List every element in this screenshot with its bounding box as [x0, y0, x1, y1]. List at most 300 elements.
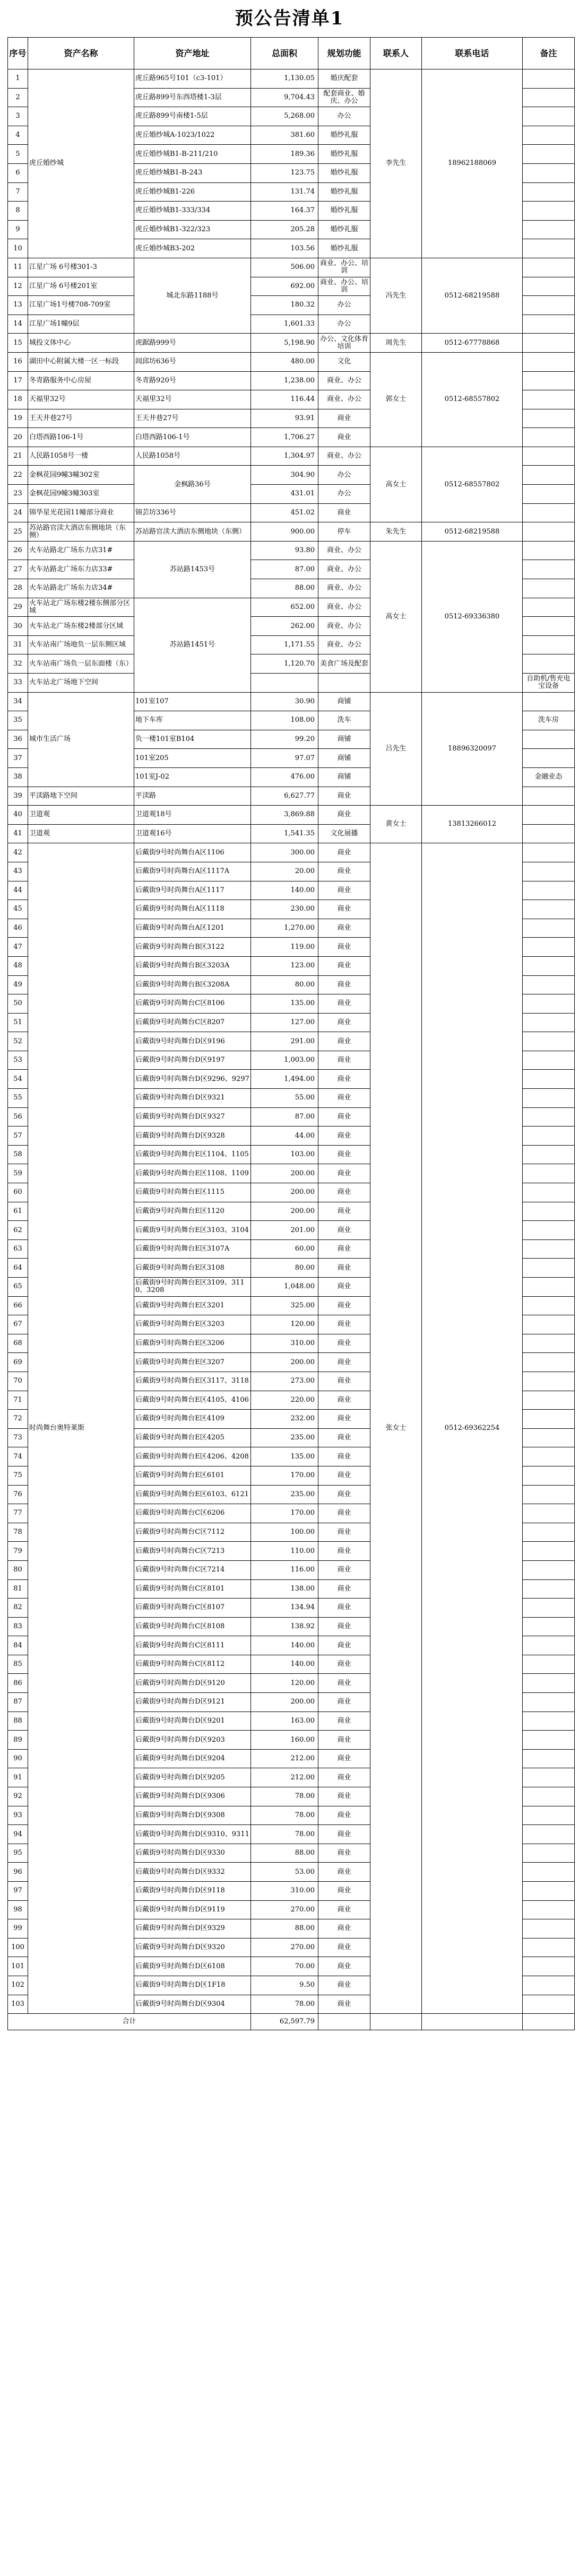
remark-cell — [523, 617, 575, 636]
planned-function-cell: 商业 — [318, 1278, 370, 1297]
asset-address-cell: 后戴街9号时尚舞台A区1117 — [134, 881, 251, 900]
header-total-area: 总面积 — [251, 38, 318, 69]
asset-address-cell: 后戴街9号时尚舞台D区1F18 — [134, 1976, 251, 1995]
total-area-cell: 5,198.90 — [251, 334, 318, 353]
row-number: 51 — [8, 1013, 28, 1032]
phone-cell: 0512-69336380 — [422, 541, 523, 692]
asset-address-cell: 虎丘路899号南楼1-5层 — [134, 107, 251, 126]
contact-cell: 张女士 — [370, 843, 422, 2014]
remark-cell — [523, 881, 575, 900]
planned-function-cell: 商业 — [318, 503, 370, 522]
planned-function-cell: 商业 — [318, 1164, 370, 1183]
total-area-cell: 93.91 — [251, 409, 318, 428]
total-area-cell: 1,130.05 — [251, 69, 318, 89]
total-area-cell: 140.00 — [251, 881, 318, 900]
row-number: 67 — [8, 1315, 28, 1334]
asset-address-cell: 后戴街9号时尚舞台E区3109、3110、3208 — [134, 1278, 251, 1297]
planned-function-cell: 商铺 — [318, 692, 370, 711]
planned-function-cell: 办公 — [318, 485, 370, 504]
header-asset-name: 资产名称 — [28, 38, 134, 69]
planned-function-cell — [318, 674, 370, 693]
row-number: 76 — [8, 1485, 28, 1504]
asset-address-cell: 后戴街9号时尚舞台D区9201 — [134, 1711, 251, 1731]
total-area-cell: 235.00 — [251, 1428, 318, 1447]
asset-address-cell: 后戴街9号时尚舞台C区8106 — [134, 994, 251, 1014]
row-number: 74 — [8, 1447, 28, 1466]
total-area-cell: 60.00 — [251, 1239, 318, 1259]
planned-function-cell: 商业 — [318, 1145, 370, 1164]
remark-cell — [523, 862, 575, 881]
asset-address-cell: 后戴街9号时尚舞台C区7112 — [134, 1523, 251, 1542]
remark-cell — [523, 1032, 575, 1051]
planned-function-cell: 商业 — [318, 1372, 370, 1391]
planned-function-cell: 商业 — [318, 1636, 370, 1655]
row-number: 41 — [8, 824, 28, 843]
total-area-cell: 325.00 — [251, 1296, 318, 1315]
total-area-cell: 1,304.97 — [251, 447, 318, 466]
remark-cell — [523, 541, 575, 560]
planned-function-cell: 商业 — [318, 1957, 370, 1976]
total-area-cell: 270.00 — [251, 1900, 318, 1919]
asset-address-cell: 虎踞路999号 — [134, 334, 251, 353]
row-number: 52 — [8, 1032, 28, 1051]
asset-address-cell: 冬青路920号 — [134, 371, 251, 390]
asset-address-cell: 后戴街9号时尚舞台D区9330 — [134, 1844, 251, 1863]
row-number: 36 — [8, 730, 28, 749]
planned-function-cell: 办公 — [318, 107, 370, 126]
row-number: 6 — [8, 163, 28, 182]
row-number: 81 — [8, 1579, 28, 1599]
planned-function-cell: 商铺 — [318, 749, 370, 768]
planned-function-cell: 商业 — [318, 1919, 370, 1938]
total-area-cell: 476.00 — [251, 767, 318, 787]
asset-address-cell: 后戴街9号时尚舞台A区1118 — [134, 900, 251, 919]
asset-address-cell: 后戴街9号时尚舞台D区9203 — [134, 1731, 251, 1750]
planned-function-cell: 商业 — [318, 1806, 370, 1825]
planned-function-cell: 商业、办公 — [318, 560, 370, 579]
remark-cell — [523, 1674, 575, 1693]
asset-address-cell: 后戴街9号时尚舞台C区8112 — [134, 1655, 251, 1674]
asset-name-cell: 卫道观 — [28, 824, 134, 843]
remark-cell — [523, 1372, 575, 1391]
row-number: 49 — [8, 975, 28, 994]
planned-function-cell: 商业 — [318, 1976, 370, 1995]
row-number: 20 — [8, 428, 28, 447]
remark-cell — [523, 69, 575, 89]
table-row — [8, 258, 575, 277]
row-number: 18 — [8, 390, 28, 409]
asset-address-cell: 后戴街9号时尚舞台E区1115 — [134, 1183, 251, 1202]
asset-name-cell: 江星广场1幢9层 — [28, 315, 134, 334]
total-area-cell: 1,048.00 — [251, 1278, 318, 1297]
remark-cell — [523, 654, 575, 674]
total-empty-cell — [422, 2014, 523, 2030]
row-number: 99 — [8, 1919, 28, 1938]
row-number: 78 — [8, 1523, 28, 1542]
total-empty-cell — [370, 2014, 422, 2030]
header-remark: 备注 — [523, 38, 575, 69]
asset-name-cell: 金枫花园9幢3幢302室 — [28, 466, 134, 485]
planned-function-cell: 商业 — [318, 1711, 370, 1731]
asset-address-cell: 后戴街9号时尚舞台E区4109 — [134, 1410, 251, 1429]
remark-cell — [523, 1391, 575, 1410]
remark-cell — [523, 447, 575, 466]
asset-address-cell: 后戴街9号时尚舞台E区3206 — [134, 1334, 251, 1353]
asset-address-cell: 虎丘婚纱城B1-B-243 — [134, 163, 251, 182]
asset-address-cell: 后戴街9号时尚舞台D区9204 — [134, 1749, 251, 1768]
total-area-cell: 692.00 — [251, 277, 318, 296]
total-area-cell: 53.00 — [251, 1863, 318, 1882]
total-area-cell: 87.00 — [251, 560, 318, 579]
planned-function-cell: 商业 — [318, 1844, 370, 1863]
asset-address-cell: 闾邱坊636号 — [134, 352, 251, 371]
asset-name-cell: 平渎路地下空间 — [28, 787, 134, 806]
total-area-cell: 103.56 — [251, 239, 318, 258]
planned-function-cell: 商业、办公 — [318, 579, 370, 598]
asset-address-cell: 后戴街9号时尚舞台A区1117A — [134, 862, 251, 881]
contact-cell: 李先生 — [370, 69, 422, 258]
remark-cell — [523, 1599, 575, 1618]
remark-cell — [523, 1089, 575, 1108]
remark-cell — [523, 1410, 575, 1429]
total-area-cell: 200.00 — [251, 1183, 318, 1202]
planned-function-cell: 商业 — [318, 1221, 370, 1240]
planned-function-cell: 商业 — [318, 1579, 370, 1599]
planned-function-cell: 商业 — [318, 1296, 370, 1315]
planned-function-cell: 商业 — [318, 1315, 370, 1334]
asset-name-cell: 城市生活广场 — [28, 692, 134, 787]
row-number: 50 — [8, 994, 28, 1014]
asset-address-cell: 后戴街9号时尚舞台E区4205 — [134, 1428, 251, 1447]
asset-name-cell: 江星广场 6号楼201室 — [28, 277, 134, 296]
asset-name-cell: 王天井巷27号 — [28, 409, 134, 428]
row-number: 75 — [8, 1466, 28, 1485]
planned-function-cell: 商业 — [318, 787, 370, 806]
row-number: 69 — [8, 1353, 28, 1372]
row-number: 57 — [8, 1127, 28, 1146]
asset-table — [7, 37, 575, 2030]
total-area-cell: 87.00 — [251, 1107, 318, 1127]
remark-cell — [523, 1296, 575, 1315]
remark-cell — [523, 730, 575, 749]
total-empty-cell — [523, 2014, 575, 2030]
row-number: 5 — [8, 145, 28, 164]
remark-cell — [523, 1731, 575, 1750]
remark-cell — [523, 107, 575, 126]
total-area-cell: 235.00 — [251, 1485, 318, 1504]
remark-cell — [523, 1636, 575, 1655]
asset-address-cell: 后戴街9号时尚舞台D区9304 — [134, 1995, 251, 2014]
total-area-cell: 220.00 — [251, 1391, 318, 1410]
remark-cell — [523, 126, 575, 145]
total-area-cell: 138.00 — [251, 1579, 318, 1599]
remark-cell — [523, 692, 575, 711]
asset-address-cell: 后戴街9号时尚舞台E区3108 — [134, 1259, 251, 1278]
total-area-cell: 119.00 — [251, 938, 318, 957]
planned-function-cell: 商业 — [318, 1863, 370, 1882]
asset-name-cell: 火车站路北广场东力店33# — [28, 560, 134, 579]
planned-function-cell: 婚纱礼服 — [318, 163, 370, 182]
remark-cell — [523, 1787, 575, 1806]
row-number: 63 — [8, 1239, 28, 1259]
remark-cell — [523, 371, 575, 390]
contact-cell: 郭女士 — [370, 352, 422, 447]
row-number: 77 — [8, 1504, 28, 1523]
asset-address-cell: 后戴街9号时尚舞台C区7213 — [134, 1542, 251, 1561]
phone-cell: 18962188069 — [422, 69, 523, 258]
row-number: 13 — [8, 296, 28, 315]
remark-cell — [523, 1070, 575, 1089]
asset-address-cell: 平渎路 — [134, 787, 251, 806]
row-number: 46 — [8, 919, 28, 938]
total-area-cell: 88.00 — [251, 1919, 318, 1938]
row-number: 30 — [8, 617, 28, 636]
total-area-cell: 381.60 — [251, 126, 318, 145]
asset-address-cell: 卫道观18号 — [134, 806, 251, 825]
remark-cell — [523, 1523, 575, 1542]
remark-cell — [523, 598, 575, 617]
remark-cell — [523, 1145, 575, 1164]
asset-address-cell: 后戴街9号时尚舞台E区1108、1109 — [134, 1164, 251, 1183]
asset-address-cell: 101室107 — [134, 692, 251, 711]
remark-cell — [523, 1995, 575, 2014]
row-number: 70 — [8, 1372, 28, 1391]
total-area-cell: 6,627.77 — [251, 787, 318, 806]
contact-cell: 朱先生 — [370, 522, 422, 542]
row-number: 88 — [8, 1711, 28, 1731]
remark-cell — [523, 1013, 575, 1032]
total-area-cell: 116.00 — [251, 1560, 318, 1579]
asset-name-cell: 火车站北广场东楼2楼部分区域 — [28, 617, 134, 636]
total-area-cell: 134.94 — [251, 1599, 318, 1618]
header-no: 序号 — [8, 38, 28, 69]
total-area-cell: 163.00 — [251, 1711, 318, 1731]
row-number: 40 — [8, 806, 28, 825]
planned-function-cell: 商业 — [318, 1617, 370, 1636]
asset-address-cell: 后戴街9号时尚舞台D区9296、9297 — [134, 1070, 251, 1089]
total-area-cell: 140.00 — [251, 1636, 318, 1655]
row-number: 56 — [8, 1107, 28, 1127]
row-number: 98 — [8, 1900, 28, 1919]
total-area-cell: 200.00 — [251, 1693, 318, 1712]
asset-name-cell: 火车站南广场负一层东面楼（东） — [28, 654, 134, 674]
row-number: 101 — [8, 1957, 28, 1976]
total-area-cell: 3,869.88 — [251, 806, 318, 825]
asset-name-cell: 金枫花园9幢3幢303室 — [28, 485, 134, 504]
remark-cell — [523, 88, 575, 107]
total-area-cell: 120.00 — [251, 1315, 318, 1334]
planned-function-cell: 婚纱礼服 — [318, 239, 370, 258]
total-area-cell: 170.00 — [251, 1504, 318, 1523]
remark-cell — [523, 1919, 575, 1938]
total-area-cell: 170.00 — [251, 1466, 318, 1485]
total-area-cell: 123.75 — [251, 163, 318, 182]
asset-address-cell: 后戴街9号时尚舞台C区8101 — [134, 1579, 251, 1599]
remark-cell — [523, 296, 575, 315]
remark-cell — [523, 900, 575, 919]
asset-name-cell: 白塔西路106-1号 — [28, 428, 134, 447]
remark-cell — [523, 202, 575, 221]
row-number: 72 — [8, 1410, 28, 1429]
planned-function-cell: 文化 — [318, 352, 370, 371]
planned-function-cell: 商业 — [318, 1259, 370, 1278]
asset-address-cell: 锦芸坊336号 — [134, 503, 251, 522]
header-contact: 联系人 — [370, 38, 422, 69]
total-area-cell: 9.50 — [251, 1976, 318, 1995]
row-number: 16 — [8, 352, 28, 371]
table-row — [8, 352, 575, 371]
planned-function-cell: 商业 — [318, 1032, 370, 1051]
remark-cell — [523, 428, 575, 447]
total-area-cell: 120.00 — [251, 1674, 318, 1693]
row-number: 48 — [8, 956, 28, 975]
total-area-cell: 652.00 — [251, 598, 318, 617]
asset-address-cell: 后戴街9号时尚舞台D区9328 — [134, 1127, 251, 1146]
total-area-cell: 506.00 — [251, 258, 318, 277]
row-number: 71 — [8, 1391, 28, 1410]
planned-function-cell: 商业 — [318, 1655, 370, 1674]
asset-name-cell: 城投文体中心 — [28, 334, 134, 353]
asset-address-cell: 后戴街9号时尚舞台D区9118 — [134, 1882, 251, 1901]
total-area-cell: 78.00 — [251, 1825, 318, 1844]
planned-function-cell: 商业 — [318, 1183, 370, 1202]
asset-address-cell: 后戴街9号时尚舞台E区3207 — [134, 1353, 251, 1372]
planned-function-cell: 商业 — [318, 994, 370, 1014]
phone-cell: 0512-68557802 — [422, 447, 523, 522]
remark-cell — [523, 163, 575, 182]
total-area-cell: 1,120.70 — [251, 654, 318, 674]
total-area-cell: 900.00 — [251, 522, 318, 542]
planned-function-cell: 文化展播 — [318, 824, 370, 843]
total-area-cell: 97.07 — [251, 749, 318, 768]
planned-function-cell: 商业 — [318, 1239, 370, 1259]
row-number: 25 — [8, 522, 28, 542]
row-number: 84 — [8, 1636, 28, 1655]
total-area-cell: 100.00 — [251, 1523, 318, 1542]
asset-address-cell: 101室J-02 — [134, 767, 251, 787]
row-number: 22 — [8, 466, 28, 485]
planned-function-cell: 商业 — [318, 1825, 370, 1844]
asset-address-cell: 后戴街9号时尚舞台E区3203 — [134, 1315, 251, 1334]
remark-cell — [523, 1768, 575, 1787]
remark-cell — [523, 806, 575, 825]
asset-address-cell: 人民路1058号 — [134, 447, 251, 466]
total-area-cell: 108.00 — [251, 711, 318, 730]
row-number: 45 — [8, 900, 28, 919]
remark-cell: 洗车房 — [523, 711, 575, 730]
planned-function-cell: 商业 — [318, 1466, 370, 1485]
total-area-cell: 310.00 — [251, 1882, 318, 1901]
row-number: 32 — [8, 654, 28, 674]
remark-cell — [523, 315, 575, 334]
total-area-cell: 30.90 — [251, 692, 318, 711]
row-number: 47 — [8, 938, 28, 957]
planned-function-cell: 商业 — [318, 1410, 370, 1429]
row-number: 12 — [8, 277, 28, 296]
planned-function-cell: 婚纱礼服 — [318, 145, 370, 164]
remark-cell — [523, 145, 575, 164]
planned-function-cell: 商业 — [318, 1542, 370, 1561]
planned-function-cell: 商业 — [318, 881, 370, 900]
asset-address-cell: 苏站路1453号 — [134, 541, 251, 598]
total-area-cell: 103.00 — [251, 1145, 318, 1164]
total-area-cell: 1,706.27 — [251, 428, 318, 447]
asset-address-cell: 后戴街9号时尚舞台D区9327 — [134, 1107, 251, 1127]
row-number: 43 — [8, 862, 28, 881]
remark-cell — [523, 485, 575, 504]
asset-address-cell: 后戴街9号时尚舞台E区3107A — [134, 1239, 251, 1259]
planned-function-cell: 商业 — [318, 862, 370, 881]
table-row — [8, 843, 575, 862]
asset-address-cell: 后戴街9号时尚舞台D区6108 — [134, 1957, 251, 1976]
planned-function-cell: 商业 — [318, 1485, 370, 1504]
planned-function-cell: 商业 — [318, 1334, 370, 1353]
total-area-cell: 78.00 — [251, 1806, 318, 1825]
asset-address-cell: 虎丘路965号101（c3-101） — [134, 69, 251, 89]
table-row — [8, 447, 575, 466]
row-number: 29 — [8, 598, 28, 617]
asset-address-cell: 后戴街9号时尚舞台A区1201 — [134, 919, 251, 938]
remark-cell — [523, 975, 575, 994]
remark-cell — [523, 258, 575, 277]
row-number: 42 — [8, 843, 28, 862]
planned-function-cell: 婚庆配套 — [318, 69, 370, 89]
remark-cell — [523, 182, 575, 202]
asset-address-cell: 负一楼101室B104 — [134, 730, 251, 749]
row-number: 26 — [8, 541, 28, 560]
row-number: 8 — [8, 202, 28, 221]
asset-address-cell: 金枫路36号 — [134, 466, 251, 503]
planned-function-cell: 商业 — [318, 1070, 370, 1089]
header-asset-address: 资产地址 — [134, 38, 251, 69]
total-area-cell: 200.00 — [251, 1353, 318, 1372]
row-number: 11 — [8, 258, 28, 277]
asset-name-cell: 湖田中心附属大楼一区一标段 — [28, 352, 134, 371]
remark-cell — [523, 1655, 575, 1674]
total-area-cell: 55.00 — [251, 1089, 318, 1108]
planned-function-cell: 婚纱礼服 — [318, 202, 370, 221]
total-area-cell: 205.28 — [251, 220, 318, 239]
planned-function-cell: 商业 — [318, 409, 370, 428]
asset-address-cell: 后戴街9号时尚舞台C区8107 — [134, 1599, 251, 1618]
asset-name-cell: 卫道观 — [28, 806, 134, 825]
remark-cell — [523, 824, 575, 843]
remark-cell — [523, 503, 575, 522]
planned-function-cell: 商业 — [318, 1504, 370, 1523]
asset-address-cell: 虎丘婚纱城B1-333/334 — [134, 202, 251, 221]
remark-cell: 自助机/售充电宝设备 — [523, 674, 575, 693]
remark-cell — [523, 239, 575, 258]
asset-name-cell: 时尚舞台奥特莱斯 — [28, 843, 134, 2014]
table-row — [8, 334, 575, 353]
remark-cell — [523, 1202, 575, 1221]
remark-cell — [523, 1164, 575, 1183]
remark-cell — [523, 1485, 575, 1504]
row-number: 17 — [8, 371, 28, 390]
total-area-cell: 123.00 — [251, 956, 318, 975]
remark-cell — [523, 1221, 575, 1240]
asset-address-cell: 虎丘婚纱城B3-202 — [134, 239, 251, 258]
row-number: 102 — [8, 1976, 28, 1995]
total-area-cell: 78.00 — [251, 1787, 318, 1806]
remark-cell — [523, 1183, 575, 1202]
asset-address-cell: 后戴街9号时尚舞台D区9329 — [134, 1919, 251, 1938]
planned-function-cell: 婚纱礼服 — [318, 220, 370, 239]
asset-address-cell: 虎丘婚纱城B1-226 — [134, 182, 251, 202]
planned-function-cell: 办公、文化体育培训 — [318, 334, 370, 353]
total-area-cell: 200.00 — [251, 1164, 318, 1183]
planned-function-cell: 商业、办公 — [318, 617, 370, 636]
